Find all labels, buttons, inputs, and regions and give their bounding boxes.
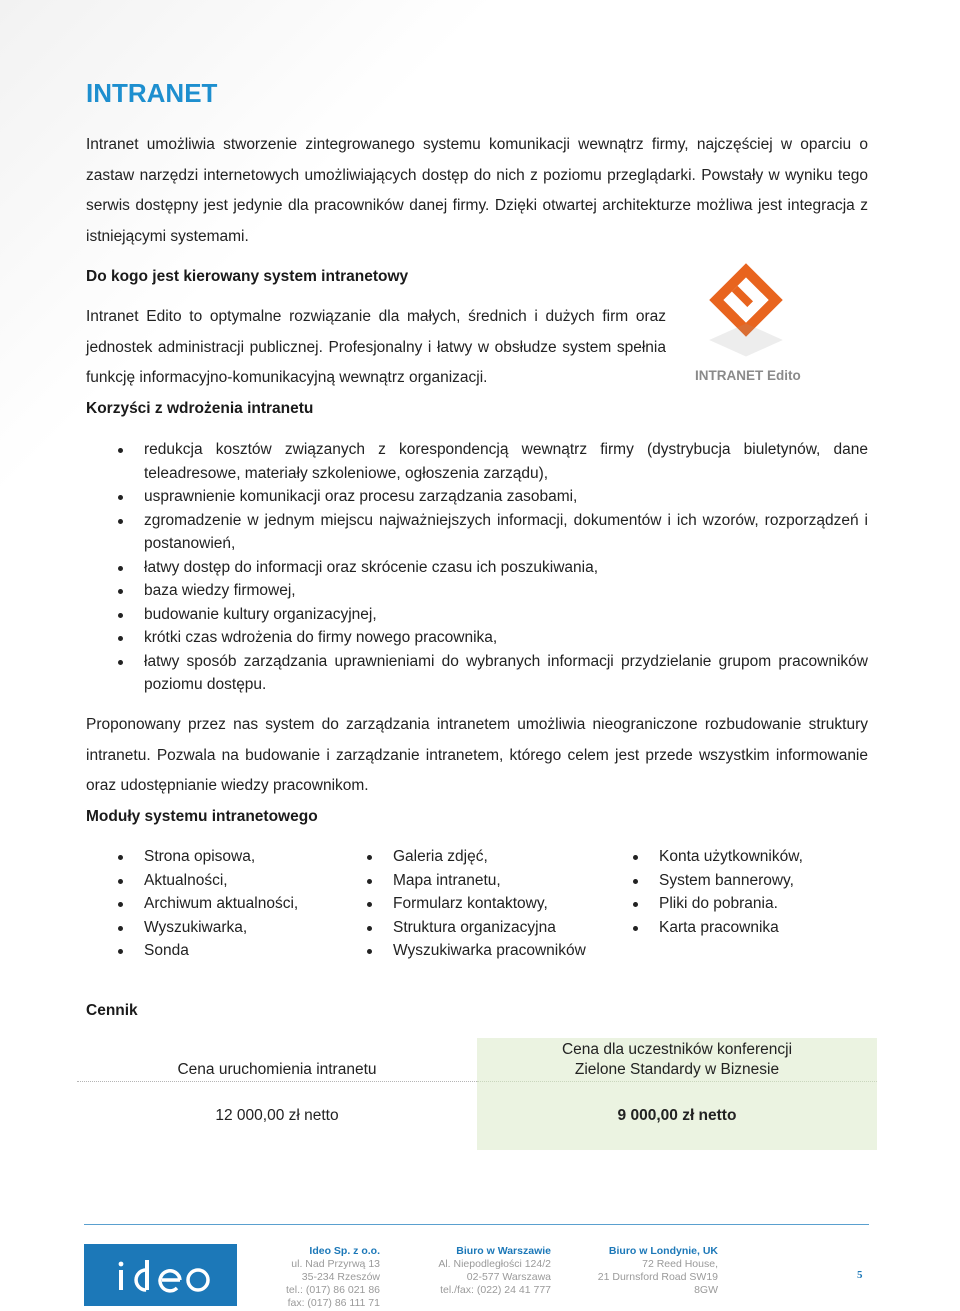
footer-company bbox=[262, 1245, 380, 1310]
page-number: 5 bbox=[857, 1269, 863, 1281]
footer-divider bbox=[84, 1224, 869, 1225]
footer-warsaw-name: Biuro w Warszawie bbox=[456, 1245, 551, 1257]
list-item: Galeria zdjęć, bbox=[335, 845, 595, 869]
list-item: Karta pracownika bbox=[601, 916, 846, 940]
intro-paragraph: Intranet umożliwia stworzenie zintegrowanego systemu komunikacji wewnątrz firmy, najczęściej w oparciu o zastaw narzędzi internetowych umożliwiających dostęp do nich z poziomu przeglądarki. Powstały w wyniku tego serwis dostępny jest jedynie dla pracowników danej firmy. Dzięki otwartej architekturze możliwa jest integracja z istniejącymi systemami. bbox=[86, 136, 868, 245]
benefits-list bbox=[86, 438, 868, 697]
footer-london-name: Biuro w Londynie, UK bbox=[608, 1245, 718, 1257]
footer-london-address: 72 Reed House, bbox=[642, 1258, 718, 1270]
ideo-logo bbox=[84, 1244, 237, 1306]
list-item: łatwy dostęp do informacji oraz skrócenie czasu ich poszukiwania, bbox=[86, 556, 868, 580]
list-item: Sonda bbox=[86, 939, 326, 963]
list-item: Archiwum aktualności, bbox=[86, 892, 326, 916]
pricing-col1-header: Cena uruchomienia intranetu bbox=[177, 1061, 377, 1078]
list-item: Wyszukiwarka pracowników bbox=[335, 939, 595, 963]
pricing-col2-header-line1: Cena dla uczestników konferencji bbox=[561, 1041, 793, 1058]
logo-caption: INTRANET Edito bbox=[695, 368, 801, 383]
footer-company-name: Ideo Sp. z o.o. bbox=[309, 1245, 380, 1257]
pricing-divider bbox=[477, 1081, 877, 1082]
footer-warsaw bbox=[410, 1245, 551, 1297]
modules-column-1 bbox=[86, 845, 326, 963]
modules-grid bbox=[86, 845, 846, 995]
pricing-col1-value: 12 000,00 zł netto bbox=[215, 1107, 339, 1124]
pricing-col2-header-line2: Zielone Standardy w Biznesie bbox=[574, 1061, 780, 1078]
modules-column-3 bbox=[601, 845, 846, 939]
footer-london-street: 21 Durnsford Road SW19 bbox=[597, 1271, 718, 1283]
list-item: Konta użytkowników, bbox=[601, 845, 846, 869]
list-item: usprawnienie komunikacji oraz procesu zarządzania zasobami, bbox=[86, 485, 868, 509]
list-item: Wyszukiwarka, bbox=[86, 916, 326, 940]
list-item: krótki czas wdrożenia do firmy nowego pracownika, bbox=[86, 626, 868, 650]
proposal-paragraph: Proponowany przez nas system do zarządzania intranetem umożliwia nieograniczone rozbudowanie struktury intranetu. Pozwala na budowanie i zarządzanie intranetem, którego celem jest przede wszystkim informowanie oraz udostępnianie wiedzy pracownikom. bbox=[86, 716, 868, 794]
footer-warsaw-city: 02-577 Warszawa bbox=[466, 1271, 551, 1283]
list-item: Pliki do pobrania. bbox=[601, 892, 846, 916]
list-item: Formularz kontaktowy, bbox=[335, 892, 595, 916]
list-item: redukcja kosztów związanych z korespondencją wewnątrz firmy (dystrybucja biuletynów, dane teleadresowe, materiały szkoleniowe, ogłoszenia zarządu), bbox=[86, 438, 868, 485]
list-item: Aktualności, bbox=[86, 869, 326, 893]
edito-logo-icon bbox=[700, 262, 792, 362]
list-item: Struktura organizacyjna bbox=[335, 916, 595, 940]
footer-london-postcode: 8GW bbox=[694, 1284, 718, 1296]
footer-warsaw-address: Al. Niepodległości 124/2 bbox=[438, 1258, 551, 1270]
list-item: budowanie kultury organizacyjnej, bbox=[86, 603, 868, 627]
list-item: Strona opisowa, bbox=[86, 845, 326, 869]
modules-column-2 bbox=[335, 845, 595, 963]
target-paragraph: Intranet Edito to optymalne rozwiązanie dla małych, średnich i dużych firm oraz jednostek administracji publicznej. Profesjonalny i łatwy w obsłudze system spełnia funkcję informacyjno-komunikacyjną wewnątrz organizacji. bbox=[86, 308, 666, 386]
pricing-heading: Cennik bbox=[86, 1002, 138, 1019]
pricing-divider bbox=[77, 1081, 477, 1082]
list-item: System bannerowy, bbox=[601, 869, 846, 893]
modules-heading: Moduły systemu intranetowego bbox=[86, 808, 318, 825]
target-heading: Do kogo jest kierowany system intranetowy bbox=[86, 268, 409, 285]
footer-company-phone: tel.: (017) 86 021 86 bbox=[286, 1284, 380, 1296]
list-item: Mapa intranetu, bbox=[335, 869, 595, 893]
list-item: zgromadzenie w jednym miejscu najważniejszych informacji, dokumentów i ich wzorów, rozporządzeń i postanowień, bbox=[86, 509, 868, 556]
footer-london bbox=[580, 1245, 718, 1297]
footer-company-address: ul. Nad Przyrwą 13 bbox=[291, 1258, 380, 1270]
benefits-heading: Korzyści z wdrożenia intranetu bbox=[86, 400, 314, 417]
page-title: INTRANET bbox=[86, 78, 218, 108]
ideo-logo-icon bbox=[84, 1244, 237, 1306]
list-item: baza wiedzy firmowej, bbox=[86, 579, 868, 603]
footer-company-fax: fax: (017) 86 111 71 bbox=[287, 1297, 380, 1309]
pricing-col2-value: 9 000,00 zł netto bbox=[617, 1107, 737, 1124]
footer-warsaw-phone: tel./fax: (022) 24 41 777 bbox=[440, 1284, 551, 1296]
footer-company-city: 35-234 Rzeszów bbox=[301, 1271, 380, 1283]
list-item: łatwy sposób zarządzania uprawnieniami do wybranych informacji przydzielanie grupom pracowników poziomu dostępu. bbox=[86, 650, 868, 697]
